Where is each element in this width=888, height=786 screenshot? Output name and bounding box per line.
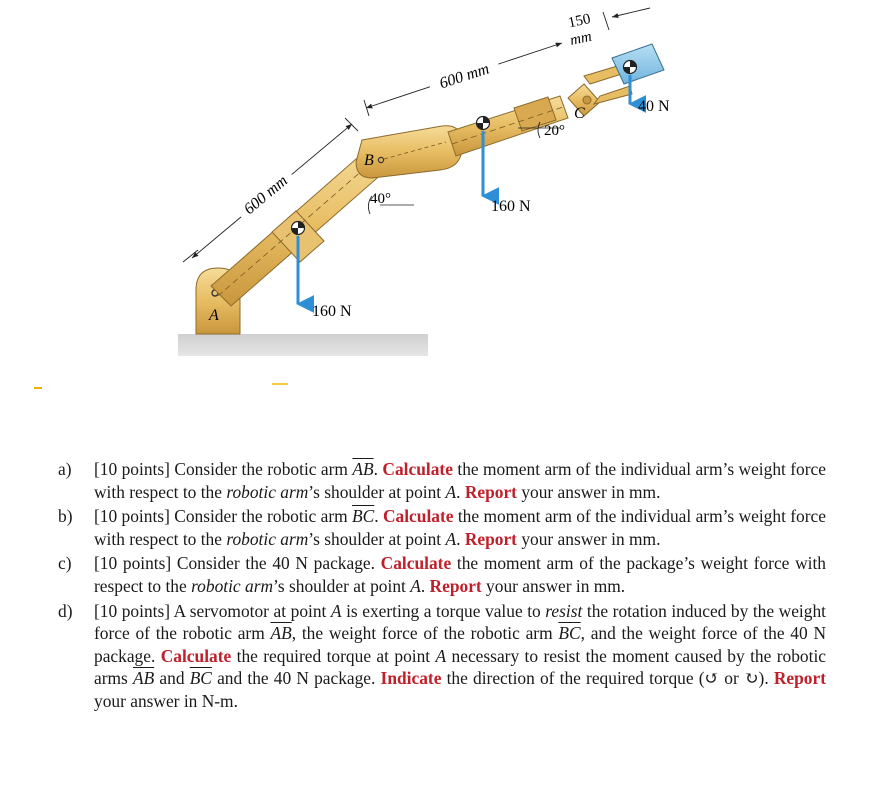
point-a-ref: A — [445, 481, 457, 502]
question-d-text: , the weight force of the robotic arm — [291, 623, 559, 644]
question-b-text: the moment arm of the individual arm’s weight force with respect to the — [94, 506, 826, 549]
question-c-text: the moment arm of the package’s weight force with respect to the — [94, 553, 826, 596]
point-a-ref: A — [435, 645, 447, 666]
keyword-calculate: Calculate — [382, 506, 454, 527]
question-d — [58, 600, 826, 713]
floor — [178, 334, 428, 356]
term-resist: resist — [545, 600, 583, 621]
question-a-text: . — [456, 481, 465, 502]
dim-label-ab: 600 mm — [240, 172, 292, 219]
question-a-text: [10 points] Consider the robotic arm — [94, 459, 353, 479]
question-d-text: the direction of the required torque ( — [441, 668, 705, 689]
question-d-text: and — [154, 668, 190, 689]
question-d-text: or — [719, 668, 744, 689]
point-c-label: C — [574, 105, 585, 122]
keyword-calculate: Calculate — [382, 459, 453, 479]
point-a-ref: A — [410, 575, 421, 596]
angle-b-label: 40° — [370, 191, 391, 207]
question-d-text: ). — [758, 668, 774, 689]
dim-label-gripper-unit: mm — [568, 28, 594, 49]
segment-ab: $\overline{AB}$ — [352, 459, 374, 479]
question-c-text: . — [420, 575, 430, 596]
question-d-text: your answer in N-m. — [94, 690, 238, 711]
segment-ab: $\overline{AB}$ — [132, 668, 155, 689]
keyword-report: Report — [429, 575, 482, 596]
question-b-text: . — [456, 528, 465, 549]
question-list — [58, 458, 826, 715]
question-b-text: ’s shoulder at point — [308, 528, 446, 549]
keyword-calculate: Calculate — [380, 553, 452, 574]
force-label-bc: 160 N — [491, 198, 531, 215]
question-d-text: necessary to resist the moment caused by the robotic arms — [94, 645, 826, 689]
keyword-calculate: Calculate — [160, 645, 232, 666]
clockwise-icon: ↻ — [743, 668, 759, 689]
question-d-label: d) — [58, 600, 73, 621]
question-b — [58, 505, 826, 550]
question-c-label: c) — [58, 553, 72, 574]
question-d-text: is exerting a torque value to — [341, 600, 546, 621]
question-d-text: , and the weight force of the 40 N package. — [94, 623, 827, 666]
question-c-text: [10 points] Consider the 40 N package. — [94, 553, 381, 574]
dim-line-gripper — [612, 8, 650, 17]
keyword-report: Report — [464, 481, 517, 502]
question-c-text: your answer in mm. — [481, 575, 626, 596]
segment-bc: $\overline{BC}$ — [558, 623, 581, 644]
dim-label-gripper-value: 150 — [566, 11, 593, 32]
question-a-text: . — [373, 459, 383, 479]
keyword-report: Report — [773, 668, 826, 689]
question-a-text: ’s shoulder at point — [308, 481, 446, 502]
counterclockwise-icon: ↺ — [704, 668, 720, 689]
question-d-text: and the 40 N package. — [211, 668, 381, 689]
segment-bc: $\overline{BC}$ — [189, 668, 212, 689]
force-label-ab: 160 N — [312, 303, 352, 320]
question-a — [58, 458, 826, 503]
segment-ab: $\overline{AB}$ — [270, 623, 292, 644]
point-a-label: A — [209, 307, 219, 324]
term-robotic-arm: robotic arm — [226, 481, 309, 502]
segment-bc: $\overline{BC}$ — [352, 506, 375, 527]
question-d-text: the required torque at point — [231, 645, 436, 666]
dim-label-bc: 600 mm — [437, 60, 492, 93]
point-a-ref: A — [445, 528, 457, 549]
question-a-label: a) — [58, 459, 72, 479]
question-b-text: your answer in mm. — [516, 528, 661, 549]
question-a-text: the moment arm of the individual arm’s weight force with respect to the — [94, 459, 826, 502]
keyword-report: Report — [464, 528, 517, 549]
question-b-label: b) — [58, 506, 73, 527]
force-label-package: 40 N — [638, 98, 670, 115]
question-a-text: your answer in mm. — [516, 481, 661, 502]
term-robotic-arm: robotic arm — [191, 575, 274, 596]
term-robotic-arm: robotic arm — [226, 528, 309, 549]
keyword-indicate: Indicate — [380, 668, 442, 689]
angle-c-label: 20° — [544, 123, 565, 139]
point-a-ref: A — [330, 600, 342, 621]
question-d-text: the rotation induced by the weight force of the robotic arm — [94, 600, 826, 644]
question-b-text: [10 points] Consider the robotic arm — [94, 506, 353, 527]
question-c — [58, 552, 826, 597]
package — [612, 44, 664, 84]
question-b-text: . — [374, 506, 383, 527]
point-b-label: B — [364, 152, 374, 169]
question-d-text: [10 points] A servomotor at point — [94, 600, 331, 621]
question-c-text: ’s shoulder at point — [273, 575, 411, 596]
